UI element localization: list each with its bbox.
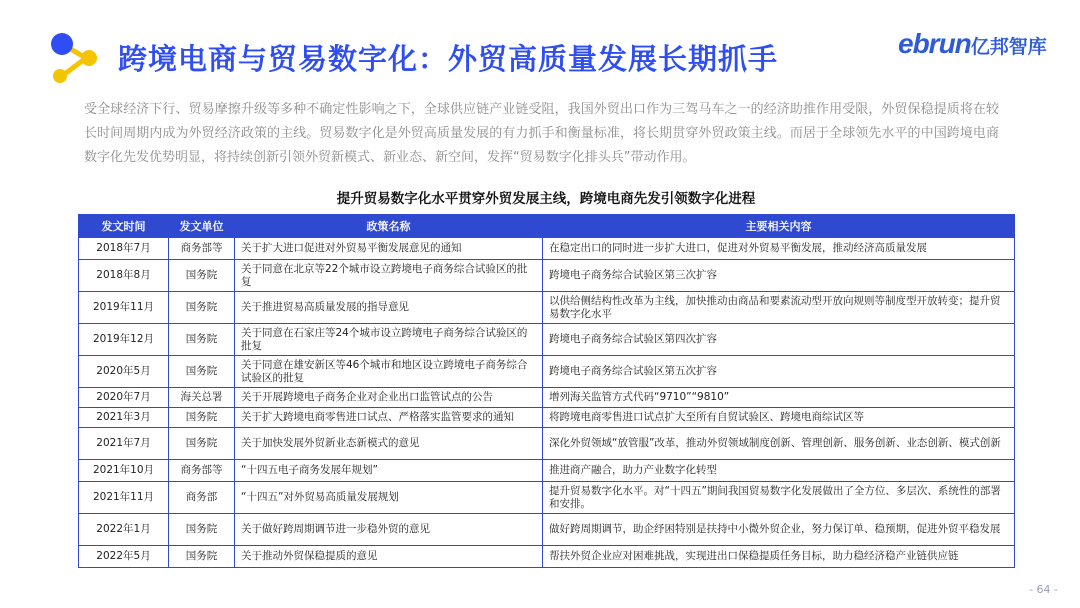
cell-policy-name: 关于同意在北京等22个城市设立跨境电子商务综合试验区的批复 xyxy=(235,260,543,292)
cell-policy-name: 关于扩大进口促进对外贸易平衡发展意见的通知 xyxy=(235,238,543,260)
connected-nodes-icon xyxy=(46,30,106,88)
cell-date: 2019年12月 xyxy=(79,324,169,356)
cell-issuer: 商务部等 xyxy=(169,238,235,260)
cell-content: 推进商产融合，助力产业数字化转型 xyxy=(543,460,1015,482)
cell-policy-name: 关于加快发展外贸新业态新模式的意见 xyxy=(235,428,543,460)
table-row xyxy=(79,292,1015,324)
cell-date: 2020年7月 xyxy=(79,388,169,408)
cell-policy-name: “十四五电子商务发展年规划” xyxy=(235,460,543,482)
table-row xyxy=(79,514,1015,546)
cell-issuer: 商务部 xyxy=(169,482,235,514)
cell-issuer: 国务院 xyxy=(169,408,235,428)
table-title: 提升贸易数字化水平贯穿外贸发展主线，跨境电商先发引领数字化进程 xyxy=(336,191,756,207)
cell-content: 提升贸易数字化水平。对“十四五”期间我国贸易数字化发展做出了全方位、多层次、系统性的部署和安排。 xyxy=(543,482,1015,514)
header-date: 发文时间 xyxy=(79,215,169,238)
cell-issuer: 国务院 xyxy=(169,260,235,292)
page-title: 跨境电商与贸易数字化：外贸高质量发展长期抓手 xyxy=(118,42,779,76)
header-issuer: 发文单位 xyxy=(169,215,235,238)
cell-issuer: 国务院 xyxy=(169,428,235,460)
cell-content: 深化外贸领域“放管服”改革，推动外贸领域制度创新、管理创新、服务创新、业态创新、模式创新 xyxy=(543,428,1015,460)
policy-table xyxy=(78,214,1015,568)
cell-content: 跨境电子商务综合试验区第三次扩容 xyxy=(543,260,1015,292)
cell-date: 2021年3月 xyxy=(79,408,169,428)
table-row xyxy=(79,238,1015,260)
cell-date: 2021年11月 xyxy=(79,482,169,514)
cell-issuer: 海关总署 xyxy=(169,388,235,408)
cell-policy-name: 关于同意在雄安新区等46个城市和地区设立跨境电子商务综合试验区的批复 xyxy=(235,356,543,388)
table-row xyxy=(79,546,1015,568)
table-row xyxy=(79,356,1015,388)
header-policy-name: 政策名称 xyxy=(235,215,543,238)
cell-content: 增列海关监管方式代码“9710”“9810” xyxy=(543,388,1015,408)
cell-issuer: 国务院 xyxy=(169,292,235,324)
cell-issuer: 国务院 xyxy=(169,356,235,388)
table-row xyxy=(79,388,1015,408)
cell-date: 2018年8月 xyxy=(79,260,169,292)
cell-policy-name: “十四五”对外贸易高质量发展规划 xyxy=(235,482,543,514)
table-header-row xyxy=(79,215,1015,238)
cell-date: 2022年1月 xyxy=(79,514,169,546)
table-row xyxy=(79,482,1015,514)
cell-date: 2021年7月 xyxy=(79,428,169,460)
cell-content: 将跨境电商零售进口试点扩大至所有自贸试验区、跨境电商综试区等 xyxy=(543,408,1015,428)
cell-date: 2019年11月 xyxy=(79,292,169,324)
brand-logo-en: ebrun xyxy=(898,28,971,59)
intro-paragraph: 受全球经济下行、贸易摩擦升级等多种不确定性影响之下，全球供应链产业链受阻，我国外贸出口作为三驾马车之一的经济助推作用受限，外贸保稳提质将在较长时间周期内成为外贸经济政策的主线。贸易数字化是外贸高质量发展的有力抓手和衡量标准，将长期贯穿外贸政策主线。而居于全球领先水平的中国跨境电商数字化先发优势明显，将持续创新引领外贸新模式、新业态、新空间，发挥“贸易数字化排头兵”带动作用。 xyxy=(84,102,999,165)
cell-content: 在稳定出口的同时进一步扩大进口，促进对外贸易平衡发展，推动经济高质量发展 xyxy=(543,238,1015,260)
cell-policy-name: 关于同意在石家庄等24个城市设立跨境电子商务综合试验区的批复 xyxy=(235,324,543,356)
cell-policy-name: 关于推动外贸保稳提质的意见 xyxy=(235,546,543,568)
header-content: 主要相关内容 xyxy=(543,215,1015,238)
cell-content: 以供给侧结构性改革为主线，加快推动由商品和要素流动型开放向规则等制度型开放转变；提升贸易数字化水平 xyxy=(543,292,1015,324)
cell-date: 2018年7月 xyxy=(79,238,169,260)
cell-date: 2020年5月 xyxy=(79,356,169,388)
cell-issuer: 商务部等 xyxy=(169,460,235,482)
cell-issuer: 国务院 xyxy=(169,514,235,546)
cell-policy-name: 关于开展跨境电子商务企业对企业出口监管试点的公告 xyxy=(235,388,543,408)
cell-policy-name: 关于做好跨周期调节进一步稳外贸的意见 xyxy=(235,514,543,546)
cell-content: 跨境电子商务综合试验区第五次扩容 xyxy=(543,356,1015,388)
table-row xyxy=(79,408,1015,428)
cell-policy-name: 关于推进贸易高质量发展的指导意见 xyxy=(235,292,543,324)
cell-content: 做好跨周期调节，助企纾困特别是扶持中小微外贸企业，努力保订单、稳预期，促进外贸平稳发展 xyxy=(543,514,1015,546)
brand-logo xyxy=(898,28,1047,60)
cell-policy-name: 关于扩大跨境电商零售进口试点、严格落实监管要求的通知 xyxy=(235,408,543,428)
cell-date: 2021年10月 xyxy=(79,460,169,482)
table-row xyxy=(79,460,1015,482)
cell-date: 2022年5月 xyxy=(79,546,169,568)
brand-logo-cn: 亿邦智库 xyxy=(970,36,1047,58)
page-number: - 64 - xyxy=(1029,583,1058,596)
cell-issuer: 国务院 xyxy=(169,324,235,356)
table-row xyxy=(79,324,1015,356)
cell-issuer: 国务院 xyxy=(169,546,235,568)
cell-content: 帮扶外贸企业应对困难挑战，实现进出口保稳提质任务目标，助力稳经济稳产业链供应链 xyxy=(543,546,1015,568)
cell-content: 跨境电子商务综合试验区第四次扩容 xyxy=(543,324,1015,356)
table-row xyxy=(79,428,1015,460)
table-row xyxy=(79,260,1015,292)
